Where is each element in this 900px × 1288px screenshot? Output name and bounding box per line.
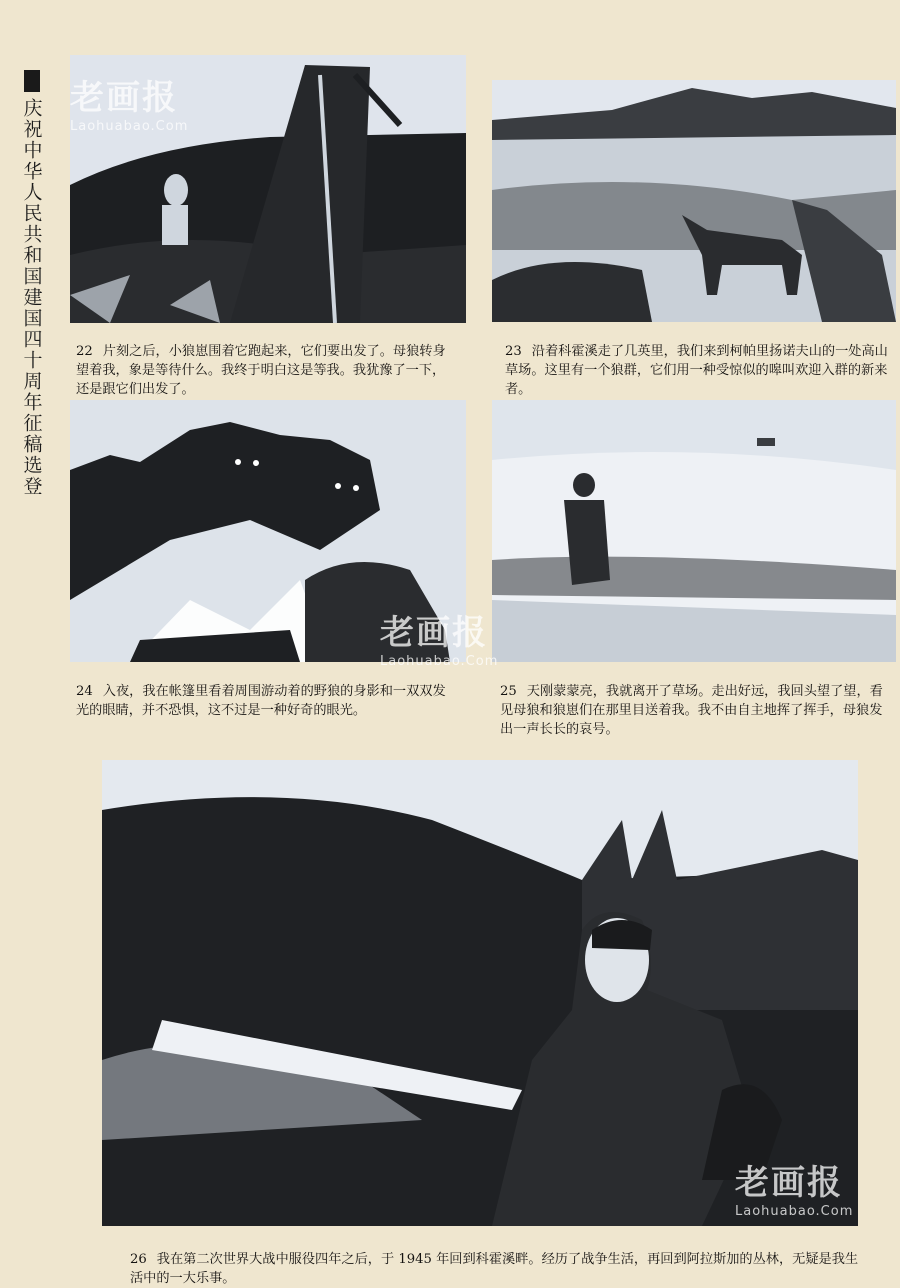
watermark-bottom-right [735, 1155, 853, 1219]
caption-22 [76, 342, 452, 399]
side-banner [20, 70, 44, 497]
panel-number: 25 [500, 684, 517, 699]
watermark-url: Laohuabao.Com [380, 654, 499, 669]
caption-text: 天刚蒙蒙亮，我就离开了草场。走出好远，我回头望了望，看见母狼和狼崽们在那里目送着我。我不由自主地挥了挥手，母狼发出一声长长的哀号。 [500, 684, 883, 737]
watermark-logo: 老画报 [735, 1163, 843, 1203]
panel-25-illustration [492, 400, 896, 662]
panel-23-illustration [492, 80, 896, 322]
watermark-url: Laohuabao.Com [70, 119, 189, 134]
caption-text: 沿着科霍溪走了几英里，我们来到柯帕里扬诺夫山的一处高山草场。这里有一个狼群，它们用一种受惊似的嗥叫欢迎入群的新来者。 [505, 344, 888, 397]
caption-26 [130, 1250, 870, 1288]
panel-number: 26 [130, 1252, 147, 1267]
caption-text: 我在第二次世界大战中服役四年之后，于 1945 年回到科霍溪畔。经历了战争生活，再回到阿拉斯加的丛林，无疑是我生活中的一大乐事。 [130, 1252, 859, 1286]
watermark-logo: 老画报 [380, 613, 488, 653]
caption-25 [500, 682, 892, 739]
panel-number: 24 [76, 684, 93, 699]
caption-text: 片刻之后，小狼崽围着它跑起来，它们要出发了。母狼转身望着我，象是等待什么。我终于明白这是等我。我犹豫了一下，还是跟它们出发了。 [76, 344, 446, 397]
caption-24 [76, 682, 456, 720]
watermark-logo: 老画报 [70, 78, 178, 118]
side-title: 庆祝中华人民共和国建国四十周年征稿选登 [20, 98, 43, 497]
watermark-top-left [70, 70, 188, 134]
panel-number: 22 [76, 344, 93, 359]
watermark-center [380, 605, 498, 669]
watermark-url: Laohuabao.Com [735, 1204, 854, 1219]
banner-marker [24, 70, 40, 92]
caption-text: 入夜，我在帐篷里看着周围游动着的野狼的身影和一双双发光的眼睛，并不恐惧，这不过是一种好奇的眼光。 [76, 684, 446, 718]
panel-number: 23 [505, 344, 522, 359]
caption-23 [505, 342, 893, 399]
